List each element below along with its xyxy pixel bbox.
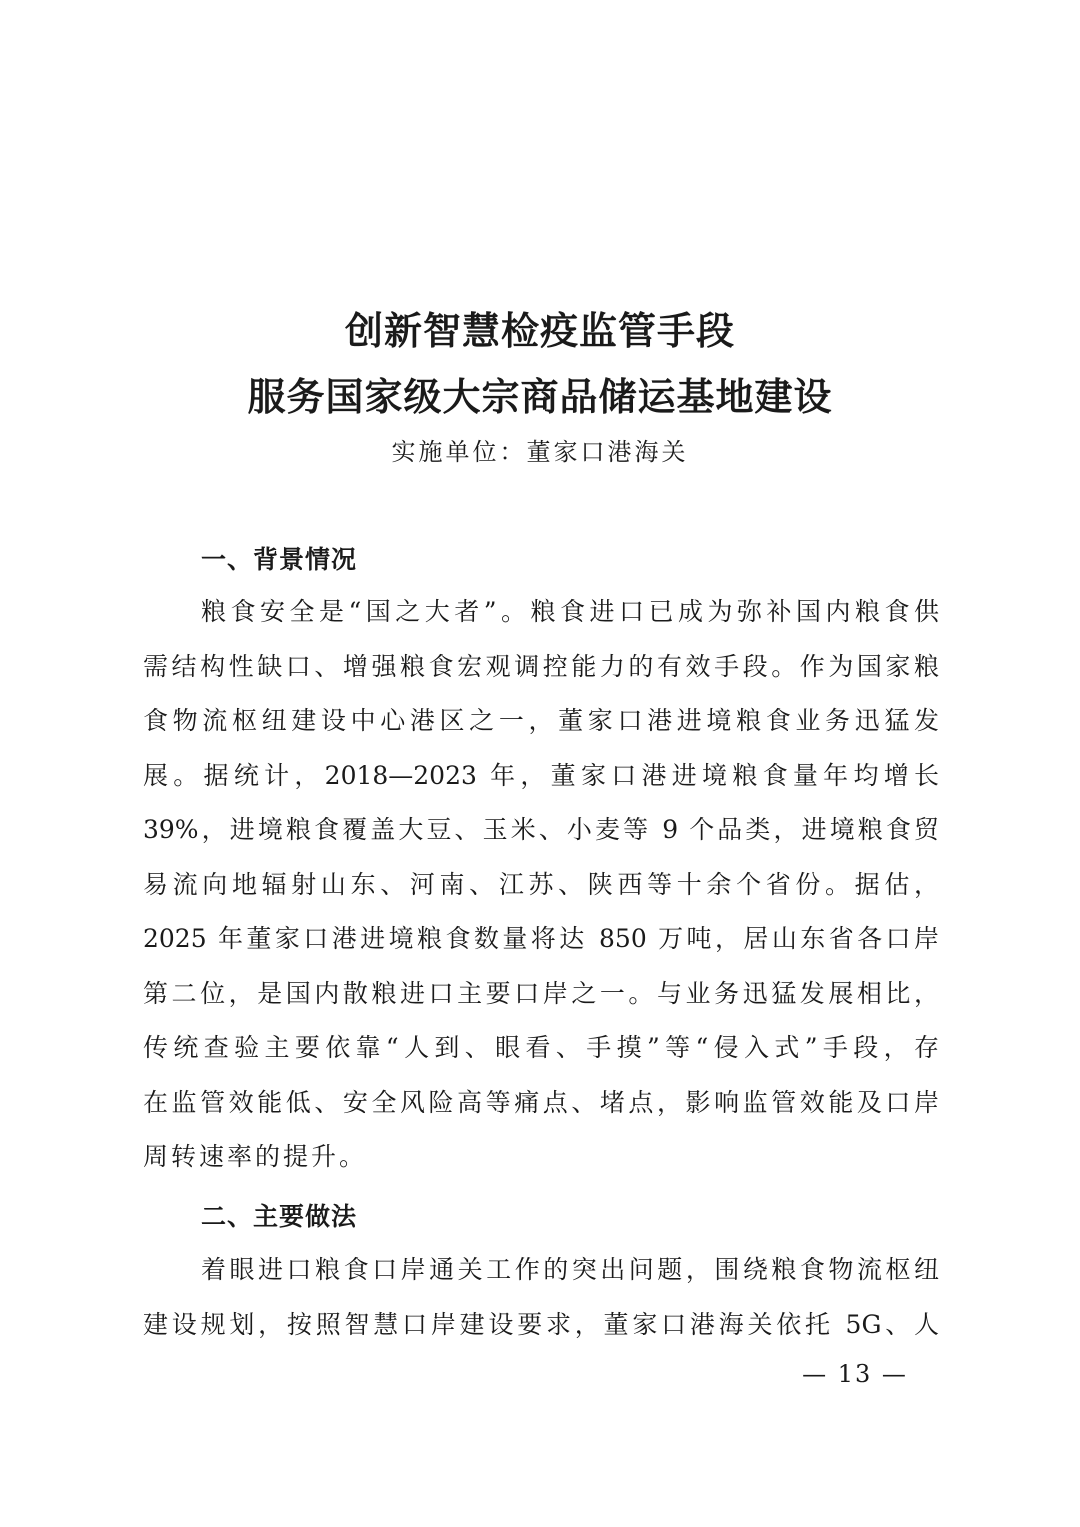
section-heading-background: 一、背景情况: [201, 545, 358, 574]
paragraph-line: 在监管效能低、安全风险高等痛点、堵点，影响监管效能及口岸: [143, 1087, 939, 1117]
section-heading-main-practices: 二、主要做法: [201, 1202, 358, 1231]
subtitle-implementing-unit: 实施单位：董家口港海关: [391, 438, 689, 466]
paragraph-line: 39%，进境粮食覆盖大豆、玉米、小麦等 9 个品类，进境粮食贸: [143, 815, 939, 844]
paragraph-line: 建设规划，按照智慧口岸建设要求，董家口港海关依托 5G、人: [143, 1309, 939, 1339]
title-line-1: 创新智慧检疫监管手段: [344, 309, 735, 353]
title-line-2: 服务国家级大宗商品储运基地建设: [247, 375, 833, 419]
page-number: — 13 —: [802, 1360, 908, 1388]
paragraph-line: 2025 年董家口港进境粮食数量将达 850 万吨，居山东省各口岸: [143, 924, 939, 953]
paragraph-line: 传统查验主要依靠“人到、眼看、手摸”等“侵入式”手段，存: [143, 1033, 939, 1062]
paragraph-main-practices: [143, 1243, 939, 1352]
paragraph-line: 展。据统计，2018—2023 年，董家口港进境粮食量年均增长: [143, 760, 939, 790]
paragraph-line: 着眼进口粮食口岸通关工作的突出问题，围绕粮食物流枢纽: [201, 1255, 939, 1284]
paragraph-line: 需结构性缺口、增强粮食宏观调控能力的有效手段。作为国家粮: [143, 651, 939, 681]
paragraph-line: 食物流枢纽建设中心港区之一，董家口港进境粮食业务迅猛发: [143, 706, 939, 735]
paragraph-background: [143, 585, 939, 1185]
paragraph-line: 粮食安全是“国之大者”。粮食进口已成为弥补国内粮食供: [201, 597, 939, 626]
paragraph-line: 第二位，是国内散粮进口主要口岸之一。与业务迅猛发展相比，: [143, 978, 939, 1008]
paragraph-line: 周转速率的提升。: [143, 1142, 368, 1171]
paragraph-line: 易流向地辐射山东、河南、江苏、陕西等十余个省份。据估，: [143, 869, 939, 899]
